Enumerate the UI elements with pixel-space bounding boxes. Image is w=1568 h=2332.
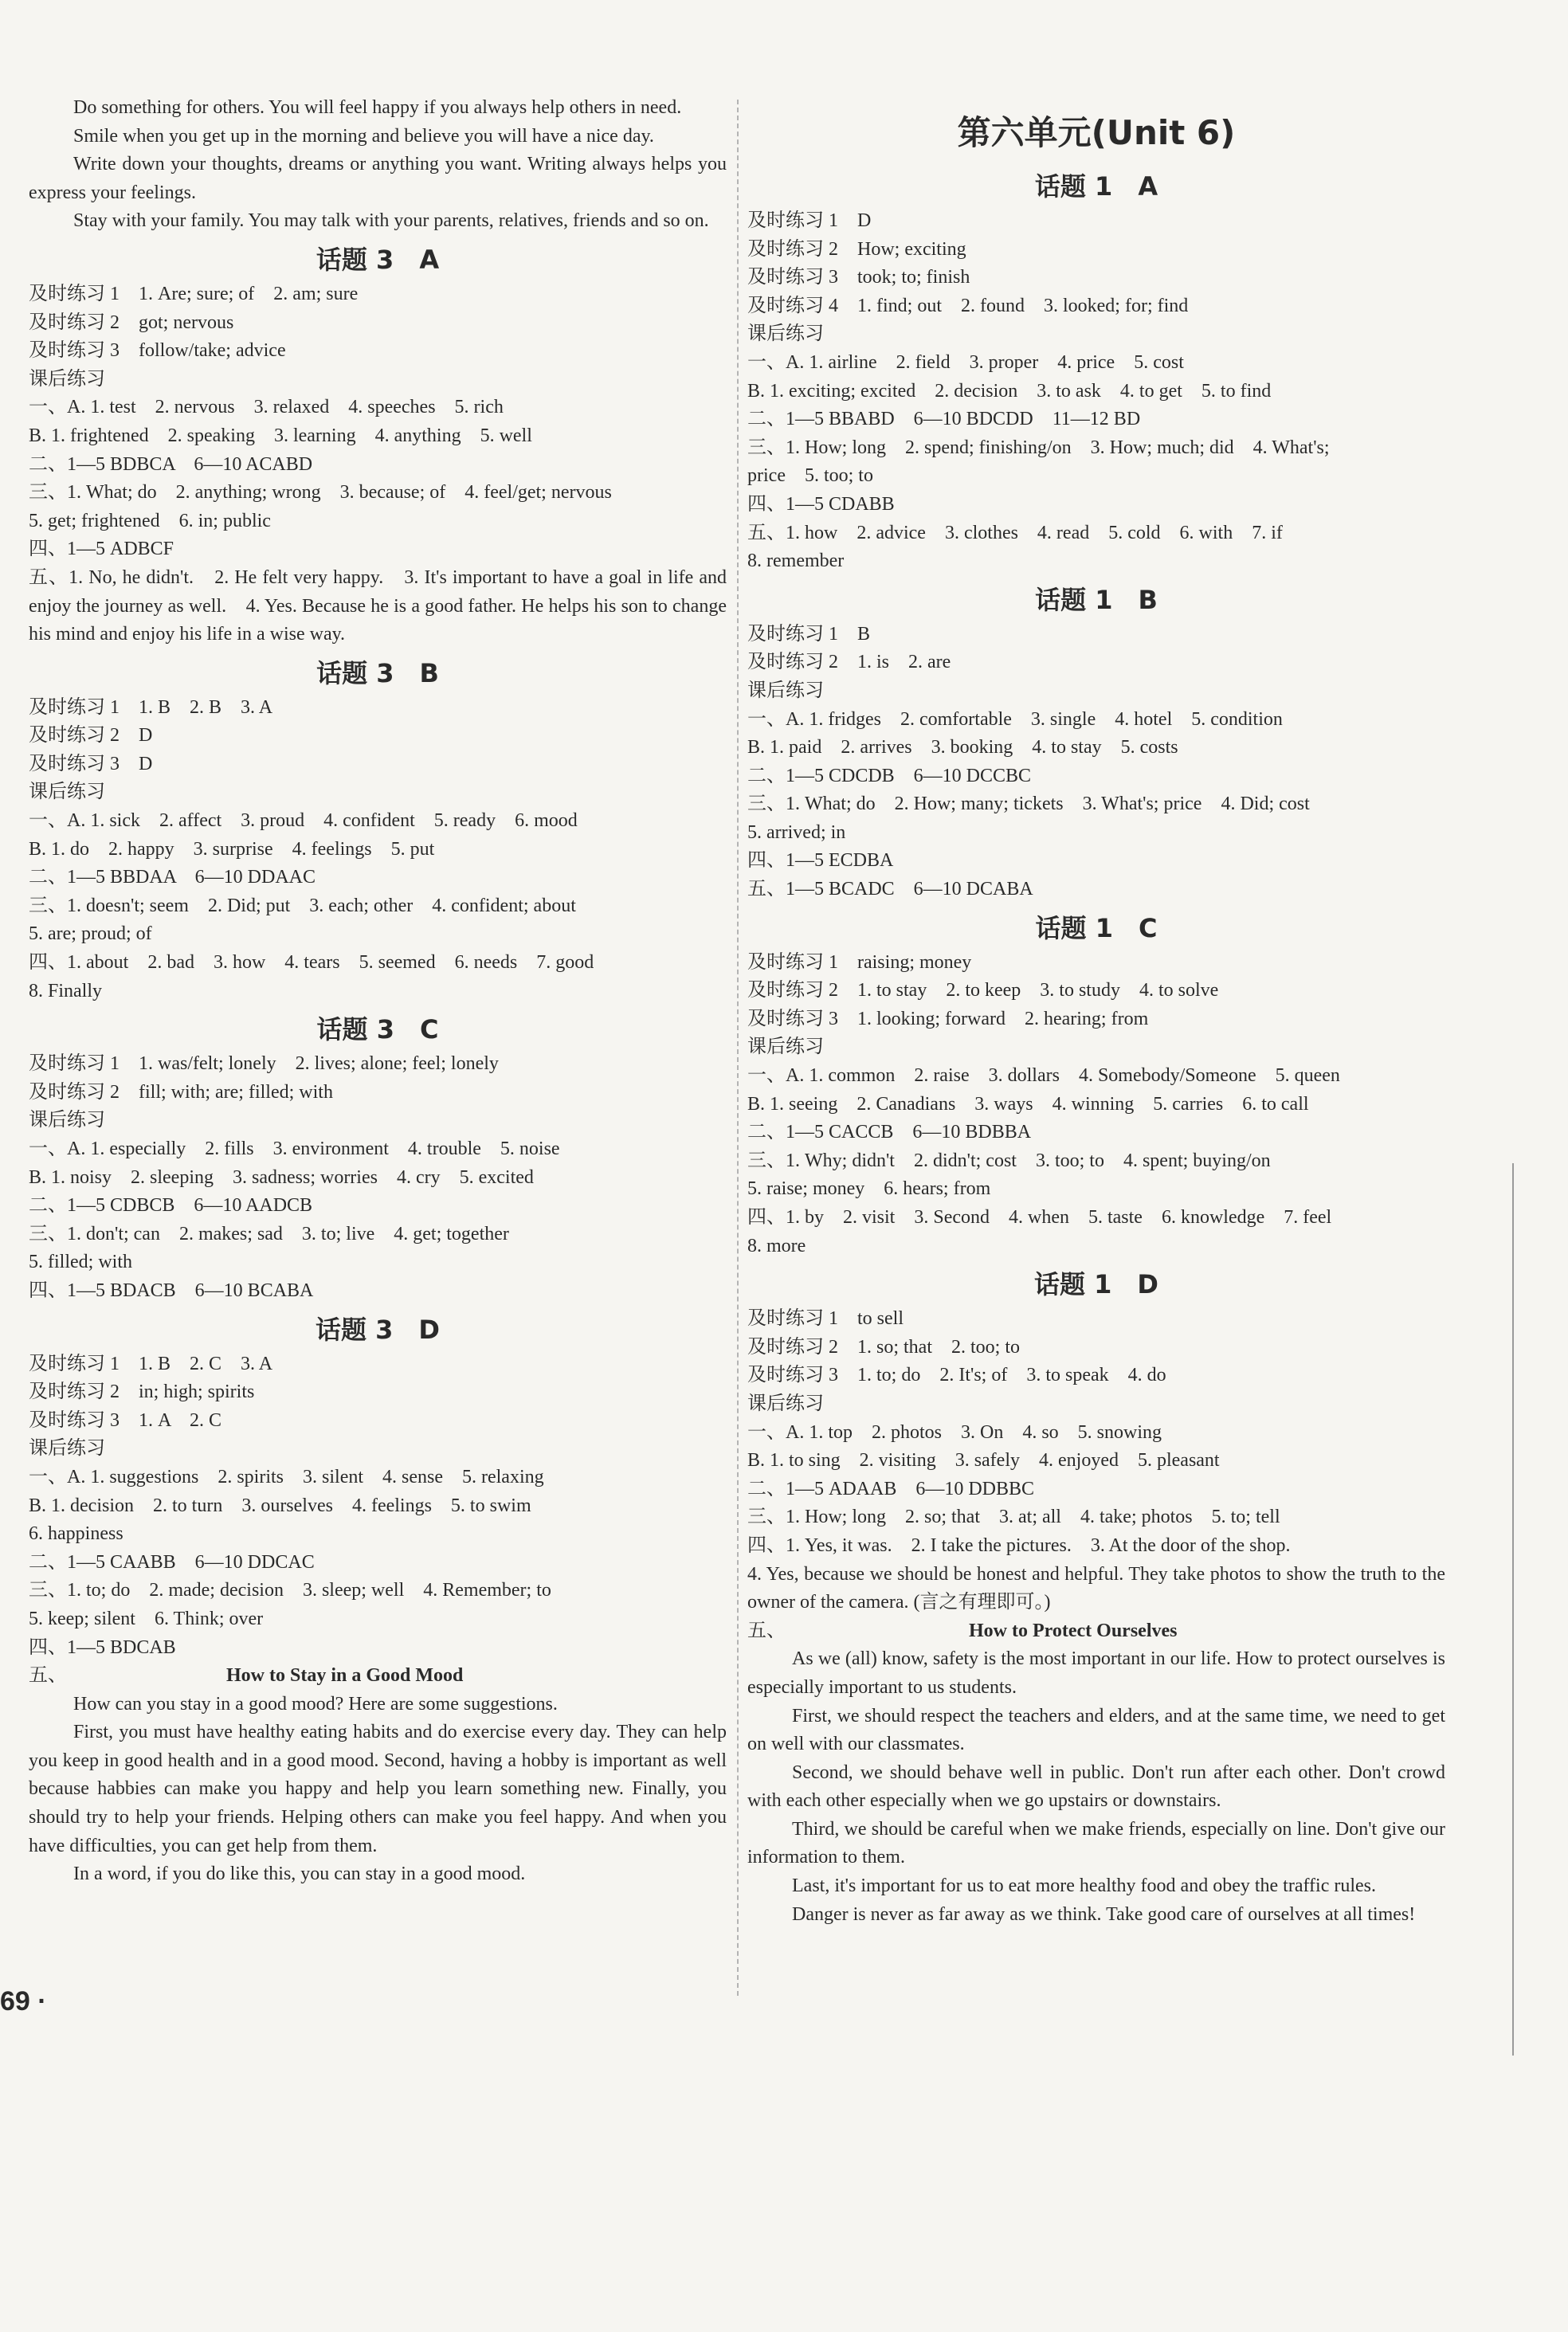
answer-line: 及时练习 3 1. looking; forward 2. hearing; from — [747, 1008, 1149, 1029]
answer-line: 三、1. doesn't; seem 2. Did; put 3. each; other 4. confident; about — [29, 895, 576, 916]
answer-line: 及时练习 1 1. B 2. C 3. A — [29, 1353, 273, 1374]
answer-line: 及时练习 1 1. was/felt; lonely 2. lives; alone; feel; lonely — [29, 1053, 499, 1075]
essay-paragraph: First, we should respect the teachers and elders, and at the same time, we need to get on well with our classmates. — [747, 1705, 1445, 1755]
section-heading: 话题 1 C — [1035, 912, 1158, 943]
section-topic1-a — [747, 166, 1445, 576]
answer-line: 二、1—5 ADAAB 6—10 DDBBC — [747, 1478, 1035, 1499]
essay-paragraph: Last, it's important for us to eat more healthy food and obey the traffic rules. — [792, 1875, 1377, 1897]
answer-line: 及时练习 1 B — [747, 623, 871, 645]
essay-paragraph: As we (all) know, safety is the most important in our life. How to protect ourselves is especially important to us students. — [747, 1648, 1445, 1698]
answer-line: B. 1. paid 2. arrives 3. booking 4. to stay 5. costs — [747, 737, 1178, 758]
essay-block — [29, 1662, 727, 1889]
answer-line: 5. arrived; in — [747, 821, 846, 843]
subsection-label: 课后练习 — [29, 1110, 105, 1131]
answer-line: B. 1. frightened 2. speaking 3. learning 4. anything 5. well — [29, 425, 532, 446]
answer-line: 五、1. No, he didn't. 2. He felt very happy. 3. It's important to have a goal in life and enjoy the journey as well. 4. Yes. Because he is a good father. He helps his son to change his mind and enjoy his life in a wise way. — [29, 566, 727, 645]
answer-line: 三、1. don't; can 2. makes; sad 3. to; live 4. get; together — [29, 1223, 509, 1244]
answer-line: 三、1. Why; didn't 2. didn't; cost 3. too; to 4. spent; buying/on — [747, 1150, 1271, 1171]
answer-line: 一、A. 1. top 2. photos 3. On 4. so 5. snowing — [747, 1421, 1162, 1443]
subsection-label: 课后练习 — [747, 1037, 824, 1058]
section-heading: 话题 3 C — [316, 1014, 439, 1045]
answer-line: 一、A. 1. suggestions 2. spirits 3. silent 4. sense 5. relaxing — [29, 1466, 544, 1487]
answer-line: 二、1—5 BBABD 6—10 BDCDD 11—12 BD — [747, 409, 1141, 430]
answer-line: 及时练习 1 1. B 2. B 3. A — [29, 696, 273, 718]
answer-line: 五、1. how 2. advice 3. clothes 4. read 5. cold 6. with 7. if — [747, 522, 1283, 543]
answer-line: 四、1. by 2. visit 3. Second 4. when 5. taste 6. knowledge 7. feel — [747, 1207, 1332, 1228]
subsection-label: 课后练习 — [29, 1438, 105, 1460]
subsection-label: 课后练习 — [747, 1393, 824, 1414]
answer-line: 及时练习 1 1. Are; sure; of 2. am; sure — [29, 283, 359, 304]
answer-line: 5. get; frightened 6. in; public — [29, 510, 271, 531]
answer-line: 及时练习 3 1. A 2. C — [29, 1409, 222, 1431]
intro-paragraph: Write down your thoughts, dreams or anything you want. Writing always helps you express your feelings. — [29, 154, 727, 203]
answer-line: 及时练习 2 How; exciting — [747, 238, 966, 260]
answer-line: 及时练习 1 raising; money — [747, 951, 972, 973]
answer-line: 四、1—5 CDABB — [747, 493, 895, 515]
answer-line: 及时练习 2 1. so; that 2. too; to — [747, 1336, 1020, 1358]
answer-line: 8. more — [747, 1235, 806, 1256]
answer-line: 一、A. 1. sick 2. affect 3. proud 4. confident 5. ready 6. mood — [29, 810, 578, 832]
essay-title-line — [29, 1662, 727, 1691]
section-heading: 话题 1 A — [1034, 171, 1158, 202]
answer-line: 四、1—5 ECDBA — [747, 850, 894, 872]
answer-line: 及时练习 1 D — [747, 210, 872, 231]
section-topic1-c — [747, 907, 1445, 1261]
answer-line: 及时练习 1 to sell — [747, 1308, 904, 1330]
answer-line: 及时练习 3 1. to; do 2. It's; of 3. to speak 4. do — [747, 1365, 1166, 1386]
answer-line: 4. Yes, because we should be honest and helpful. They take photos to show the truth to the owner of the camera. (言之有理即可。) — [747, 1563, 1445, 1613]
essay-block — [747, 1617, 1445, 1930]
subsection-label: 课后练习 — [747, 323, 824, 345]
intro-paragraph: Do something for others. You will feel happy if you always help others in need. — [73, 97, 682, 118]
answer-line: B. 1. seeing 2. Canadians 3. ways 4. winning 5. carries 6. to call — [747, 1093, 1309, 1115]
section-heading: 话题 1 B — [1035, 584, 1158, 615]
answer-line: B. 1. exciting; excited 2. decision 3. to ask 4. to get 5. to find — [747, 380, 1272, 402]
answer-line: 及时练习 3 follow/take; advice — [29, 340, 286, 362]
answer-line: 及时练习 3 D — [29, 753, 153, 774]
right-column — [747, 94, 1445, 1929]
subsection-label: 课后练习 — [29, 368, 105, 390]
section-topic3-b — [29, 653, 727, 1006]
answer-line: 6. happiness — [29, 1523, 123, 1545]
section-heading: 话题 3 D — [316, 1314, 440, 1345]
column-divider — [737, 100, 739, 1996]
section-heading: 话题 1 D — [1034, 1269, 1158, 1300]
essay-paragraph: First, you must have healthy eating habits and do exercise every day. They can help you keep in good health and in a good mood. Second, having a hobby is important as well because habbies can make you happy and help you learn something new. Finally, you should try to help your friends. Helping others can make you feel happy. And when you have difficulties, you can get help from them. — [29, 1722, 727, 1856]
answer-line: 及时练习 2 1. is 2. are — [747, 652, 951, 673]
answer-line: 一、A. 1. especially 2. fills 3. environment 4. trouble 5. noise — [29, 1139, 560, 1159]
answer-line: 五、1—5 BCADC 6—10 DCABA — [747, 879, 1033, 900]
answer-line: 一、A. 1. test 2. nervous 3. relaxed 4. speeches 5. rich — [29, 397, 504, 418]
answer-line: 5. filled; with — [29, 1252, 132, 1273]
essay-label: 五、 — [747, 1620, 786, 1641]
essay-title: How to Stay in a Good Mood — [226, 1665, 464, 1687]
answer-line: 三、1. What; do 2. How; many; tickets 3. What's; price 4. Did; cost — [747, 794, 1310, 815]
unit-title: 第六单元(Unit 6) — [957, 113, 1236, 152]
answer-line: 5. are; proud; of — [29, 923, 152, 945]
answer-line: 一、A. 1. common 2. raise 3. dollars 4. Somebody/Someone 5. queen — [747, 1065, 1340, 1087]
section-topic1-b — [747, 579, 1445, 904]
answer-line: 四、1—5 ADBCF — [29, 539, 174, 560]
subsection-label: 课后练习 — [29, 782, 105, 803]
section-heading: 话题 3 A — [316, 244, 440, 275]
answer-line: 及时练习 2 D — [29, 725, 153, 747]
intro-paragraph: Stay with your family. You may talk with your parents, relatives, friends and so on. — [73, 210, 709, 232]
answer-line: 四、1. about 2. bad 3. how 4. tears 5. seemed 6. needs 7. good — [29, 952, 594, 974]
answer-line: 二、1—5 CAABB 6—10 DDCAC — [29, 1551, 315, 1573]
answer-line: 二、1—5 BBDAA 6—10 DDAAC — [29, 867, 316, 888]
answer-line: 及时练习 3 took; to; finish — [747, 267, 970, 288]
intro-paragraph: Smile when you get up in the morning and believe you will have a nice day. — [73, 125, 654, 147]
intro-block — [29, 94, 727, 236]
section-topic3-c — [29, 1009, 727, 1305]
answer-line: 三、1. How; long 2. so; that 3. at; all 4. take; photos 5. to; tell — [747, 1507, 1280, 1528]
answer-line: 二、1—5 BDBCA 6—10 ACABD — [29, 453, 313, 475]
answer-line: 8. remember — [747, 551, 845, 572]
essay-paragraph: Danger is never as far away as we think. Take good care of ourselves at all times! — [792, 1903, 1416, 1925]
answer-line: 8. Finally — [29, 980, 103, 1001]
answer-line: 二、1—5 CDCDB 6—10 DCCBC — [747, 765, 1032, 786]
essay-title-line — [747, 1617, 1445, 1646]
answer-line: 三、1. How; long 2. spend; finishing/on 3. How; much; did 4. What's; — [747, 437, 1330, 458]
answer-line: 四、1—5 BDACB 6—10 BCABA — [29, 1280, 314, 1301]
page-number: 69 · — [0, 1986, 47, 2016]
answer-line: 三、1. to; do 2. made; decision 3. sleep; well 4. Remember; to — [29, 1580, 551, 1601]
answer-line: 一、A. 1. airline 2. field 3. proper 4. price 5. cost — [747, 351, 1184, 373]
essay-paragraph: Second, we should behave well in public. Don't run after each other. Don't crowd with each other especially when we go upstairs or downstairs. — [747, 1762, 1445, 1812]
answer-line: 二、1—5 CDBCB 6—10 AADCB — [29, 1195, 313, 1217]
answer-line: 四、1. Yes, it was. 2. I take the pictures. 3. At the door of the shop. — [747, 1534, 1291, 1556]
answer-line: 5. raise; money 6. hears; from — [747, 1178, 991, 1200]
answer-line: 及时练习 2 got; nervous — [29, 312, 234, 333]
answer-line: price 5. too; to — [747, 465, 873, 487]
essay-paragraph: How can you stay in a good mood? Here are some suggestions. — [73, 1693, 558, 1715]
answer-line: 二、1—5 CACCB 6—10 BDBBA — [747, 1122, 1032, 1143]
answer-line: 5. keep; silent 6. Think; over — [29, 1608, 264, 1629]
answer-line: 及时练习 4 1. find; out 2. found 3. looked; for; find — [747, 295, 1189, 316]
answer-line: B. 1. to sing 2. visiting 3. safely 4. enjoyed 5. pleasant — [747, 1450, 1220, 1472]
essay-title: How to Protect Ourselves — [969, 1620, 1178, 1641]
answer-line: 及时练习 2 1. to stay 2. to keep 3. to study 4. to solve — [747, 980, 1219, 1001]
essay-paragraph: Third, we should be careful when we make friends, especially on line. Don't give our information to them. — [747, 1818, 1445, 1868]
left-column — [29, 94, 727, 1889]
subsection-label: 课后练习 — [747, 680, 824, 701]
answer-line: B. 1. do 2. happy 3. surprise 4. feelings 5. put — [29, 838, 435, 860]
answer-line: 三、1. What; do 2. anything; wrong 3. because; of 4. feel/get; nervous — [29, 482, 612, 504]
section-topic1-d — [747, 1264, 1445, 1617]
section-topic3-d — [29, 1309, 727, 1663]
answer-line: 及时练习 2 in; high; spirits — [29, 1382, 255, 1403]
essay-paragraph: In a word, if you do like this, you can stay in a good mood. — [73, 1864, 526, 1885]
answer-line: 及时练习 2 fill; with; are; filled; with — [29, 1081, 333, 1103]
answer-line: B. 1. decision 2. to turn 3. ourselves 4. feelings 5. to swim — [29, 1495, 531, 1516]
section-topic3-a — [29, 239, 727, 649]
essay-label: 五、 — [29, 1665, 67, 1687]
page-edge-line — [1512, 1163, 1514, 2056]
answer-line: B. 1. noisy 2. sleeping 3. sadness; worries 4. cry 5. excited — [29, 1166, 534, 1188]
answer-line: 四、1—5 BDCAB — [29, 1636, 176, 1658]
section-heading: 话题 3 B — [316, 657, 439, 688]
answer-line: 一、A. 1. fridges 2. comfortable 3. single 4. hotel 5. condition — [747, 708, 1283, 730]
